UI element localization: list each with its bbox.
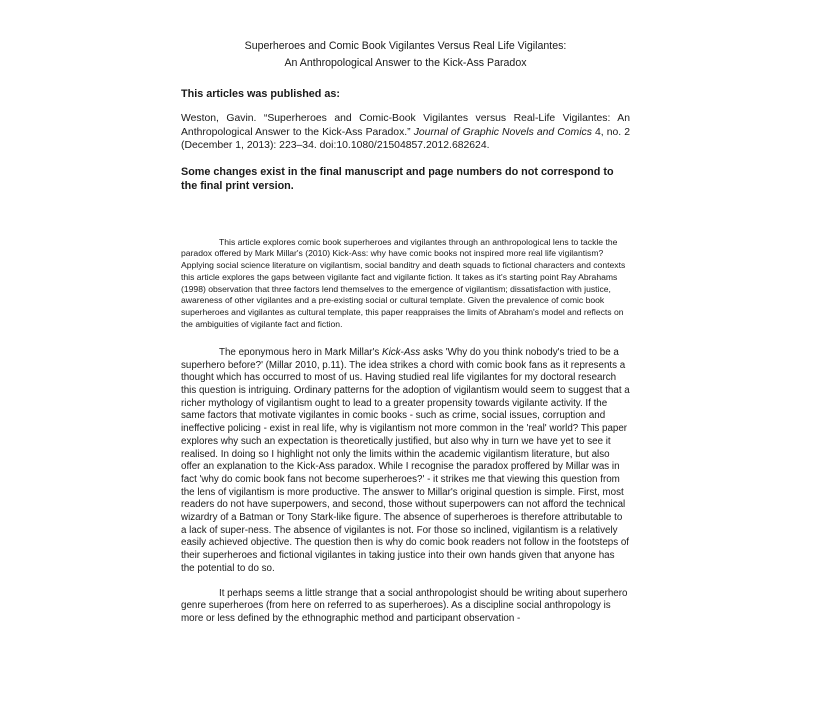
paragraph-1-text: asks 'Why do you think nobody's tried to be a superhero before?' (Millar 2010, p.11). The idea strikes a chord with comic book fans as it represents a thought which has occurred to most of us. Having studied real life vigilantes for my doctoral research this question is intriguing. Ordinary patterns for the adoption of vigilantism would seem to suggest that a richer mythology of vigilantism ought to lead to a greater propensity towards vigilante activity. If the same factors that motivate vigilantes in comic books - such as crime, social issues, corruption and ineffective policing - exist in real life, why is vigilantism not more common in the 'real' world? This paper explores why such an expectation is theoretically justified, but also why in turn we have yet to see it realised. In doing so I highlight not only the limits within the academic vigilantism literature, but also offer an explanation to the Kick-Ass paradox. While I recognise the paradox proffered by Millar was in fact 'why do comic book fans not become superheroes?' - it strikes me that viewing this question from the lens of vigilantism is more productive. The answer to Millar's original question is simple. First, most readers do not have superpowers, and second, those without superpowers can not afford the technical wizardry of a Batman or Tony Stark-like figure. The absence of superheroes is therefore attributable to a lack of super-ness. The absence of vigilantes is not. For those so inclined, vigilantism is a relatively easily achieved objective. The question then is why do comic book readers not follow in the footsteps of their superheroes and fictional vigilantes in taking justice into their own hands given that anyone has the potential to do so. (181, 346, 630, 574)
body-paragraph-2: It perhaps seems a little strange that a social anthropologist should be writing about superhero genre superheroes (from here on referred to as superheroes). As a discipline social anthropology is more or less defined by the ethnographic method and participant observation - (181, 587, 628, 624)
paragraph-1-work-title: Kick-Ass (382, 346, 421, 358)
published-heading: This articles was published as: (181, 88, 341, 100)
title-line-1: Superheroes and Comic Book Vigilantes Versus Real Life Vigilantes: (244, 40, 567, 52)
article-title (181, 38, 630, 72)
citation-authors-title: Weston, Gavin. “Superheroes and Comic-Book Vigilantes versus Real-Life Vigilantes: An Anthropological Answer to the Kick-Ass Paradox.” (181, 113, 630, 138)
paragraph-1-intro: The eponymous hero in Mark Millar's (219, 346, 383, 358)
abstract: This article explores comic book superheroes and vigilantes through an anthropological lens to tackle the paradox offered by Mark Millar's (2010) Kick-Ass: why have comic books not inspired more real life vigilantism? Applying social science literature on vigilantism, social banditry and death squads to fictional characters and contexts this article explores the gaps between vigilante fact and vigilante fiction. It takes as it's starting point Ray Abrahams (1998) observation that three factors lend themselves to the emergence of vigilantism; dissatisfaction with justice, awareness of other vigilantes and a pre-existing social or cultural template. Given the prevalence of comic book superheroes and vigilantes as cultural template, this paper reappraises the limits of Abraham's model and reflects on the ambiguities of vigilante fact and fiction. (181, 236, 626, 330)
manuscript-notice: Some changes exist in the final manuscript and page numbers do not correspond to the final print version. (181, 165, 614, 192)
title-line-2: An Anthropological Answer to the Kick-Ass Paradox (284, 57, 527, 69)
citation (181, 112, 630, 153)
citation-journal: Journal of Graphic Novels and Comics (413, 126, 592, 138)
citation-details: 4, no. 2 (December 1, 2013): 223–34. doi:10.1080/21504857.2012.682624. (181, 126, 631, 151)
body-paragraph-1 (181, 347, 630, 576)
